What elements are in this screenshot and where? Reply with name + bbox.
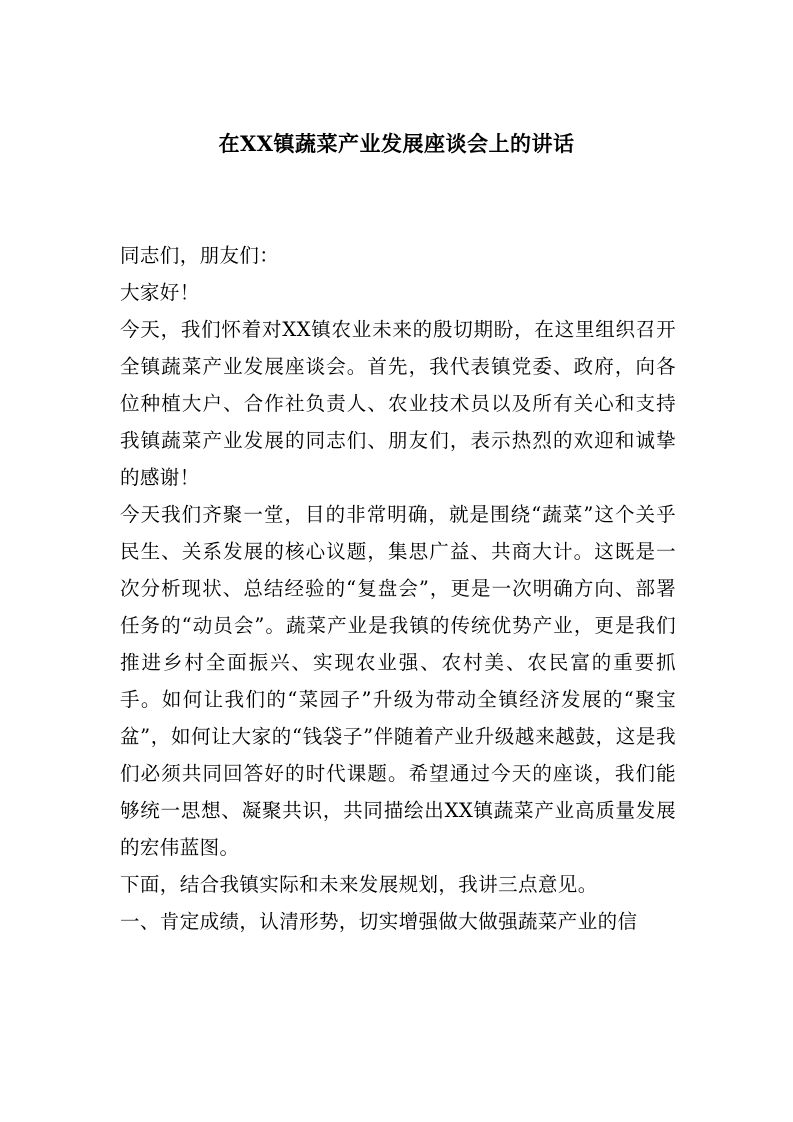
document-title: 在XX镇蔬菜产业发展座谈会上的讲话 [218, 131, 575, 156]
salutation-paragraph: 同志们，朋友们： [120, 244, 280, 267]
purpose-paragraph: 今天我们齐聚一堂，目的非常明确，就是围绕“蔬菜”这个关乎民生、关系发展的核心议题，集思广益、共商大计。这既是一次分析现状、总结经验的“复盘会”，更是一次明确方向、部署任务的“动员会”。蔬菜产业是我镇的传统优势产业，更是我们推进乡村全面振兴、实现农业强、农村美、农民富的重要抓手。如何让我们的“菜园子”升级为带动全镇经济发展的“聚宝盆”，如何让大家的“钱袋子”伴随着产业升级越来越鼓，这是我们必须共同回答好的时代课题。希望通过今天的座谈，我们能够统一思想、凝聚共识，共同描绘出XX镇蔬菜产业高质量发展的宏伟蓝图。 [120, 503, 676, 859]
greeting-paragraph: 大家好！ [120, 281, 200, 304]
section-heading-one: 一、肯定成绩，认清形势，切实增强做大做强蔬菜产业的信 [120, 910, 638, 933]
document-body [120, 237, 676, 940]
transition-paragraph: 下面，结合我镇实际和未来发展规划，我讲三点意见。 [120, 873, 598, 896]
opening-paragraph: 今天，我们怀着对XX镇农业未来的殷切期盼，在这里组织召开全镇蔬菜产业发展座谈会。首先，我代表镇党委、政府，向各位种植大户、合作社负责人、农业技术员以及所有关心和支持我镇蔬菜产业发展的同志们、朋友们，表示热烈的欢迎和诚挚的感谢！ [120, 318, 676, 489]
